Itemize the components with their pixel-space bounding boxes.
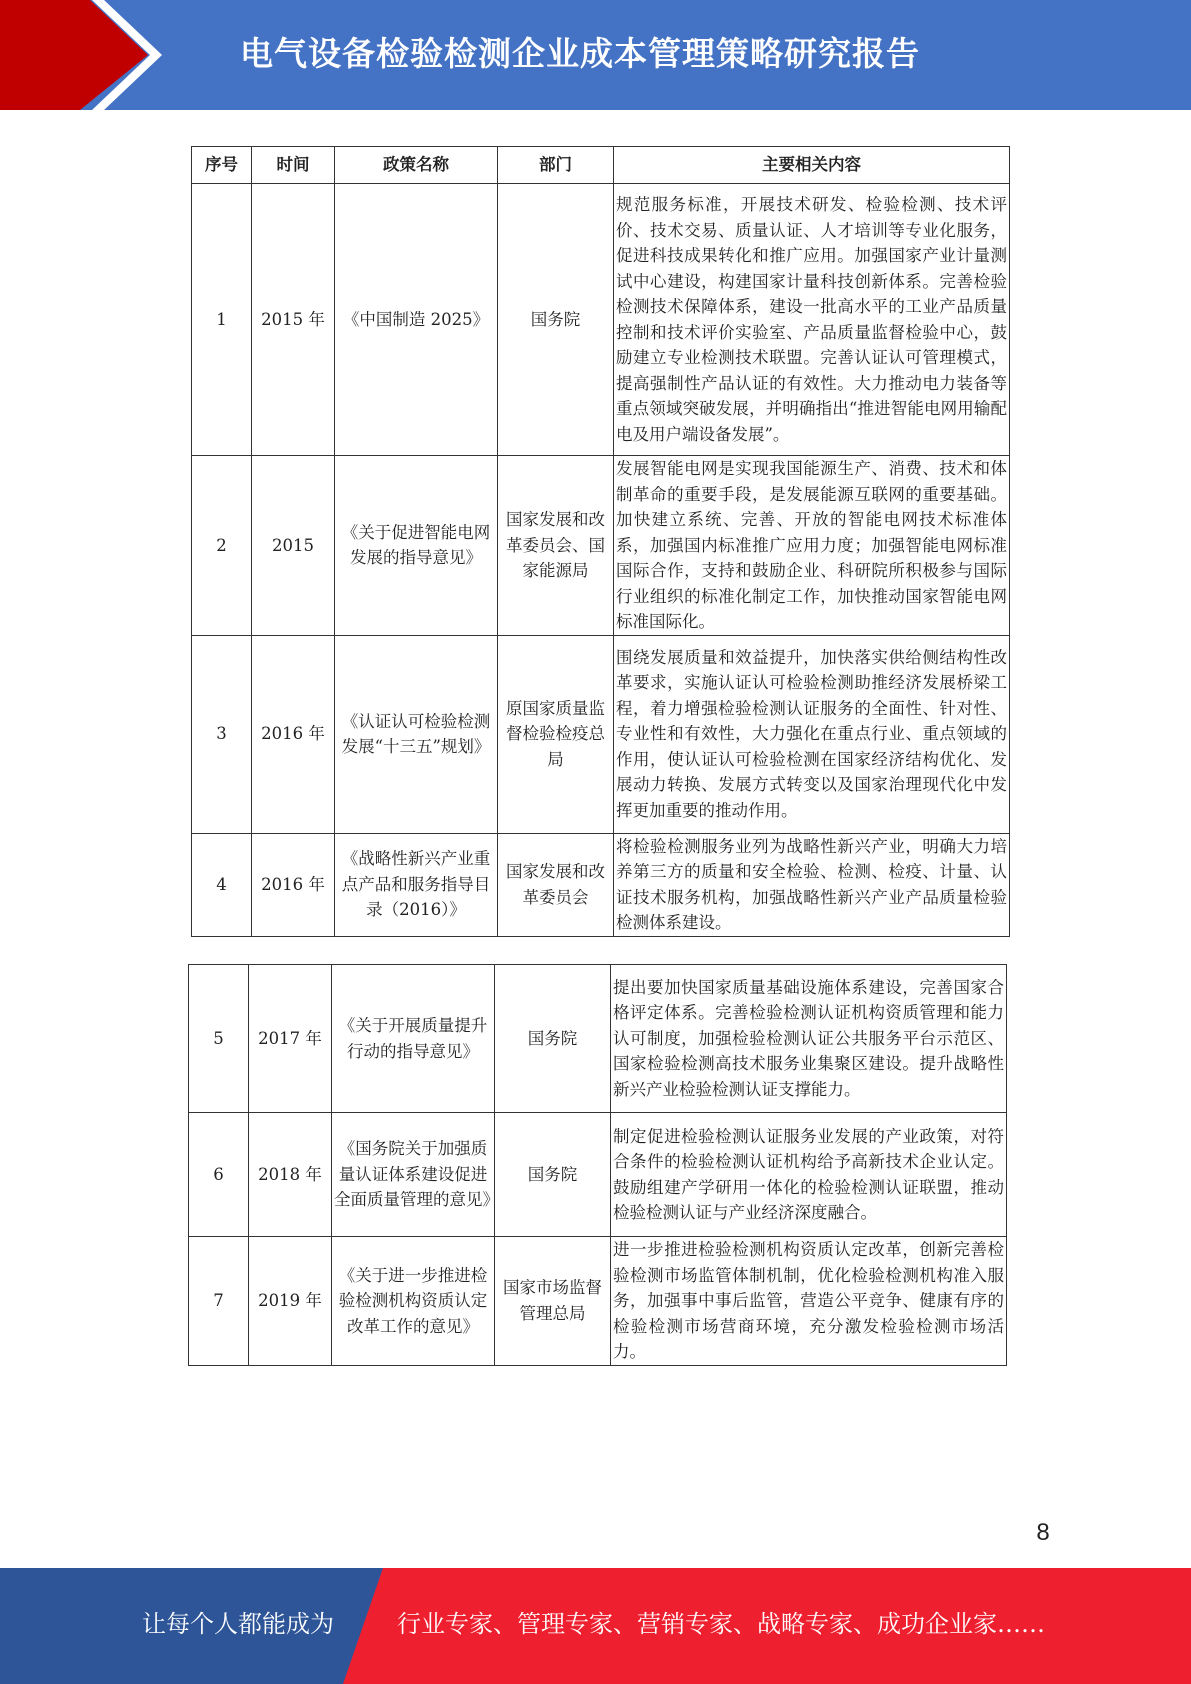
row-no: 2: [192, 456, 252, 636]
header-time: 时间: [252, 147, 335, 184]
row-department: 国家发展和改革委员会、国家能源局: [498, 456, 614, 636]
row-policy-name: 《认证认可检验检测发展“十三五”规划》: [335, 635, 498, 833]
page-header: [0, 0, 1191, 110]
policy-table-continued: [188, 964, 1007, 1366]
row-content: 围绕发展质量和效益提升，加快落实供给侧结构性改革要求，实施认证认可检验检测助推经济发展桥梁工程，着力增强检验检测认证服务的全面性、针对性、专业性和有效性，大力强化在重点行业、重点领域的作用，使认证认可检验检测在国家经济结构优化、发展动力转换、发展方式转变以及国家治理现代化中发挥更加重要的推动作用。: [614, 635, 1010, 833]
row-policy-name: 《关于促进智能电网发展的指导意见》: [335, 456, 498, 636]
row-time: 2019 年: [249, 1237, 332, 1366]
policy-table: [191, 146, 1010, 937]
row-department: 原国家质量监督检验检疫总局: [498, 635, 614, 833]
table-header-row: [192, 147, 1010, 184]
table-row: [189, 965, 1007, 1113]
row-no: 6: [189, 1113, 249, 1237]
row-no: 5: [189, 965, 249, 1113]
row-no: 1: [192, 184, 252, 456]
header-no: 序号: [192, 147, 252, 184]
row-no: 4: [192, 833, 252, 936]
table-row: [189, 1237, 1007, 1366]
row-content: 规范服务标准，开展技术研发、检验检测、技术评价、技术交易、质量认证、人才培训等专业化服务，促进科技成果转化和推广应用。加强国家产业计量测试中心建设，构建国家计量科技创新体系。完善检验检测技术保障体系，建设一批高水平的工业产品质量控制和技术评价实验室、产品质量监督检验中心，鼓励建立专业检测技术联盟。完善认证认可管理模式，提高强制性产品认证的有效性。大力推动电力装备等重点领域突破发展，并明确指出“推进智能电网用输配电及用户端设备发展”。: [614, 184, 1010, 456]
page-footer: [0, 1568, 1191, 1684]
footer-slogan-right: 行业专家、管理专家、营销专家、战略专家、成功企业家……: [397, 1610, 1045, 1638]
header-red-chevron: [0, 0, 148, 110]
header-content: 主要相关内容: [614, 147, 1010, 184]
header-department: 部门: [498, 147, 614, 184]
row-content: 制定促进检验检测认证服务业发展的产业政策，对符合条件的检验检测认证机构给予高新技术企业认定。鼓励组建产学研用一体化的检验检测认证联盟，推动检验检测认证与产业经济深度融合。: [611, 1113, 1007, 1237]
page-title: 电气设备检验检测企业成本管理策略研究报告: [240, 34, 920, 73]
row-policy-name: 《关于进一步推进检验检测机构资质认定改革工作的意见》: [332, 1237, 495, 1366]
row-time: 2017 年: [249, 965, 332, 1113]
row-content: 进一步推进检验检测机构资质认定改革，创新完善检验检测市场监管体制机制，优化检验检测机构准入服务，加强事中事后监管，营造公平竞争、健康有序的检验检测市场营商环境，充分激发检验检测市场活力。: [611, 1237, 1007, 1366]
row-time: 2015 年: [252, 184, 335, 456]
row-no: 3: [192, 635, 252, 833]
footer-slogan-left: 让每个人都能成为: [142, 1610, 334, 1638]
row-department: 国家发展和改革委员会: [498, 833, 614, 936]
row-department: 国家市场监督管理总局: [495, 1237, 611, 1366]
table-row: [192, 635, 1010, 833]
row-content: 发展智能电网是实现我国能源生产、消费、技术和体制革命的重要手段，是发展能源互联网的重要基础。加快建立系统、完善、开放的智能电网技术标准体系，加强国内标准推广应用力度；加强智能电网标准国际合作，支持和鼓励企业、科研院所积极参与国际行业组织的标准化制定工作，加快推动国家智能电网标准国际化。: [614, 456, 1010, 636]
row-policy-name: 《中国制造 2025》: [335, 184, 498, 456]
row-time: 2018 年: [249, 1113, 332, 1237]
header-policy-name: 政策名称: [335, 147, 498, 184]
row-department: 国务院: [495, 965, 611, 1113]
table-row: [192, 184, 1010, 456]
table-row: [189, 1113, 1007, 1237]
row-time: 2016 年: [252, 833, 335, 936]
row-policy-name: 《战略性新兴产业重点产品和服务指导目录（2016）》: [335, 833, 498, 936]
row-content: 提出要加快国家质量基础设施体系建设，完善国家合格评定体系。完善检验检测认证机构资质管理和能力认可制度，加强检验检测认证公共服务平台示范区、国家检验检测高技术服务业集聚区建设。提升战略性新兴产业检验检测认证支撑能力。: [611, 965, 1007, 1113]
page-number: 8: [1036, 1519, 1050, 1546]
row-department: 国务院: [498, 184, 614, 456]
row-content: 将检验检测服务业列为战略性新兴产业，明确大力培养第三方的质量和安全检验、检测、检疫、计量、认证技术服务机构，加强战略性新兴产业产品质量检验检测体系建设。: [614, 833, 1010, 936]
row-no: 7: [189, 1237, 249, 1366]
row-time: 2015: [252, 456, 335, 636]
table-row: [192, 456, 1010, 636]
row-time: 2016 年: [252, 635, 335, 833]
row-policy-name: 《国务院关于加强质量认证体系建设促进全面质量管理的意见》: [332, 1113, 495, 1237]
table-row: [192, 833, 1010, 936]
row-policy-name: 《关于开展质量提升行动的指导意见》: [332, 965, 495, 1113]
row-department: 国务院: [495, 1113, 611, 1237]
